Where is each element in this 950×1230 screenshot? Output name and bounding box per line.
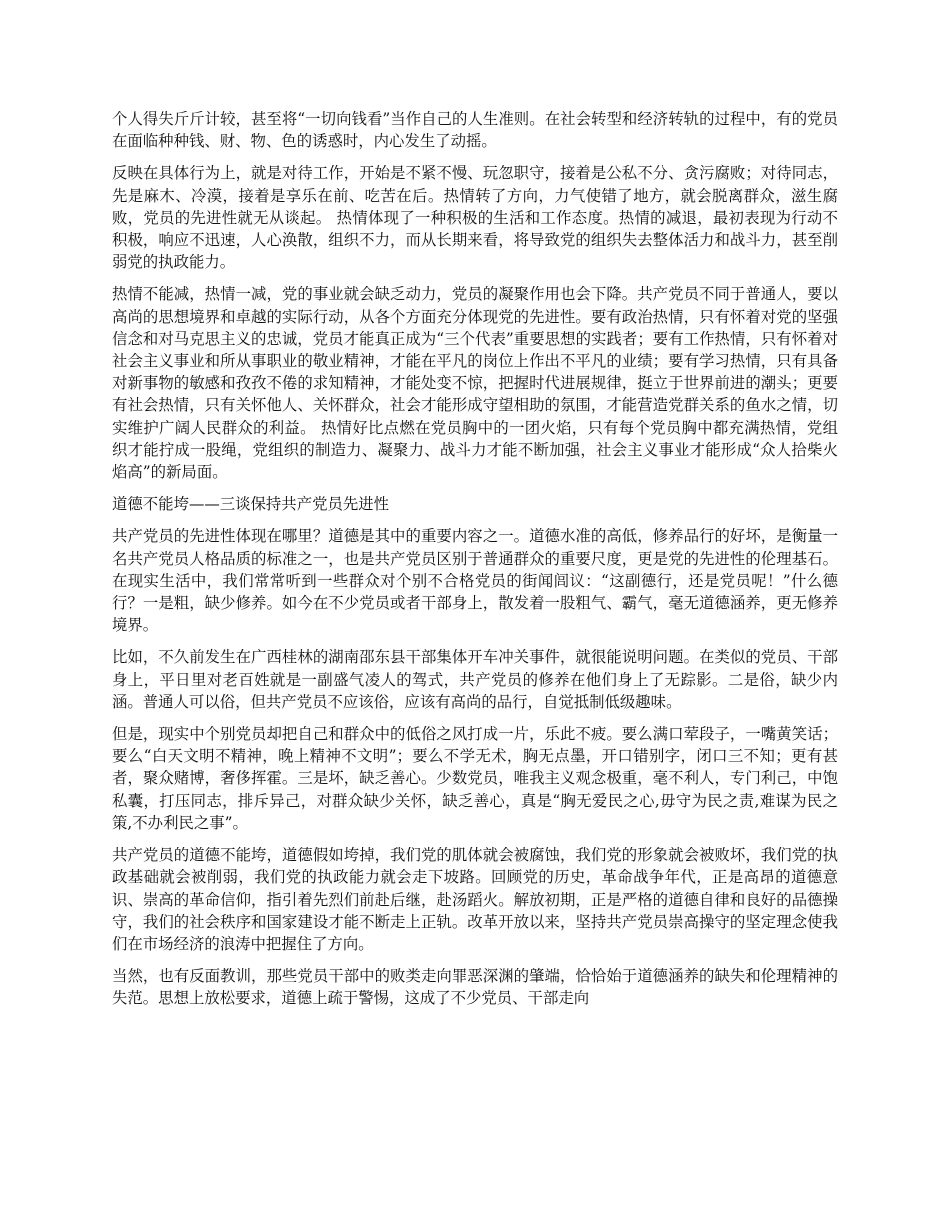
document-body bbox=[112, 108, 838, 1020]
paragraph-4: 共产党员的先进性体现在哪里？道德是其中的重要内容之一。道德水准的高低，修养品行的好坏，是衡量一名共产党员人格品质的标准之一，也是共产党员区别于普通群众的重要尺度，更是党的先进性的伦理基石。 在现实生活中，我们常常听到一些群众对个别不合格党员的街闻闾议：“这副德行，还是党员呢！”什么德行？一是粗，缺少修养。如今在不少党员或者干部身上，散发着一股粗气、霸气，毫无道德涵养，更无修养境界。 bbox=[112, 527, 838, 635]
paragraph-8: 当然，也有反面教训，那些党员干部中的败类走向罪恶深渊的肇端，恰恰始于道德涵养的缺失和伦理精神的失范。思想上放松要求，道德上疏于警惕，这成了不少党员、干部走向 bbox=[112, 967, 838, 1008]
section-heading: 道德不能垮——三谈保持共产党员先进性 bbox=[112, 495, 390, 514]
paragraph-7: 共产党员的道德不能垮，道德假如垮掉，我们党的肌体就会被腐蚀，我们党的形象就会被败坏，我们党的执政基础就会被削弱，我们党的执政能力就会走下坡路。回顾党的历史，革命战争年代，正是高昂的道德意识、崇高的革命信仰，指引着先烈们前赴后继，赴汤蹈火。解放初期，正是严格的道德自律和良好的品德操守，我们的社会秩序和国家建设才能不断走上正轨。改革开放以来，坚持共产党员崇高操守的坚定理念使我们在市场经济的浪涛中把握住了方向。 bbox=[112, 846, 838, 953]
paragraph-1: 个人得失斤斤计较，甚至将“一切向钱看”当作自己的人生准则。在社会转型和经济转轨的过程中，有的党员在面临种种钱、财、物、色的诱惑时，内心发生了动摇。 bbox=[112, 110, 838, 151]
paragraph-6: 但是，现实中个别党员却把自己和群众中的低俗之风打成一片，乐此不疲。要么满口荤段子，一嘴黄笑话；要么“白天文明不精神，晚上精神不文明”；要么不学无术，胸无点墨，开口错别字，闭口三不知；更有甚者，聚众赌博，奢侈挥霍。三是坏，缺乏善心。少数党员，唯我主义观念极重，毫不利人，专门利己，中饱私囊，打压同志，排斥异己，对群众缺少关怀，缺乏善心，真是“胸无爱民之心,毋守为民之责,难谋为民之策,不办利民之事”。 bbox=[112, 725, 838, 832]
paragraph-5: 比如，不久前发生在广西桂林的湖南邵东县干部集体开车冲关事件，就很能说明问题。在类似的党员、干部身上，平日里对老百姓就是一副盛气凌人的驾式，共产党员的修养在他们身上了无踪影。二是俗，缺少内涵。普通人可以俗，但共产党员不应该俗，应该有高尚的品行，自觉抵制低级趣味。 bbox=[112, 648, 838, 711]
paragraph-2: 反映在具体行为上，就是对待工作，开始是不紧不慢、玩忽职守，接着是公私不分、贪污腐败；对待同志，先是麻木、冷漠，接着是享乐在前、吃苦在后。热情转了方向，力气使错了地方，就会脱离群众，滋生腐败，党员的先进性就无从谈起。 热情体现了一种积极的生活和工作态度。热情的减退，最初表现为行动不积极，响应不迅速，人心涣散，组织不力，而从长期来看，将导致党的组织失去整体活力和战斗力，甚至削弱党的执政能力。 bbox=[112, 164, 838, 272]
paragraph-3: 热情不能减，热情一减，党的事业就会缺乏动力，党员的凝聚作用也会下降。共产党员不同于普通人，要以高尚的思想境界和卓越的实际行动，从各个方面充分体现党的先进性。要有政治热情，只有怀着对党的坚强信念和对马克思主义的忠诚，党员才能真正成为“三个代表”重要思想的实践者；要有工作热情，只有怀着对社会主义事业和所从事职业的敬业精神，才能在平凡的岗位上作出不平凡的业绩；要有学习热情，只有具备对新事物的敏感和孜孜不倦的求知精神，才能处变不惊，把握时代进展规律，挺立于世界前进的潮头；更要有社会热情，只有关怀他人、关怀群众，社会才能形成守望相助的氛围，才能营造党群关系的鱼水之情，切实维护广阔人民群众的利益。 热情好比点燃在党员胸中的一团火焰，只有每个党员胸中都充满热情，党组织才能拧成一股绳，党组织的制造力、凝聚力、战斗力才能不断加强，社会主义事业才能形成“众人拾柴火焰高”的新局面。 bbox=[112, 285, 838, 482]
